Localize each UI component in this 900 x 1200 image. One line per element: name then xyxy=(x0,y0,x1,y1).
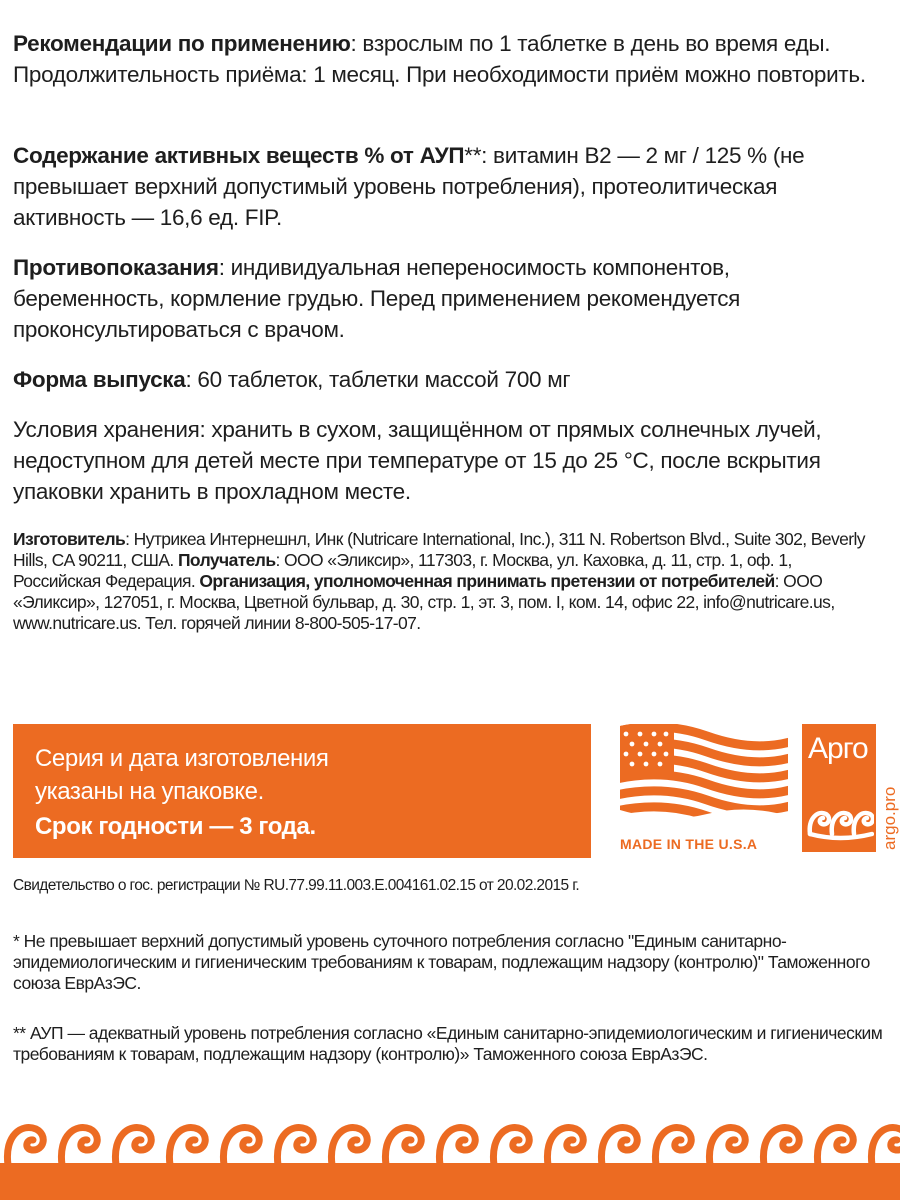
registration-certificate: Свидетельство о гос. регистрации № RU.77.99.11.003.E.004161.02.15 от 20.02.2015 г. xyxy=(13,877,580,894)
release-form-paragraph xyxy=(13,364,883,395)
active-text: **: витамин B2 — 2 мг / 125 % (не превышает верхний допустимый уровень потребления), протеолитическая активность — 16,6 ед. FIP. xyxy=(13,143,805,230)
wave-curl xyxy=(763,1128,799,1166)
active-substances-paragraph xyxy=(13,140,883,233)
storage-paragraph xyxy=(13,414,883,507)
wave-curl xyxy=(439,1128,475,1166)
banner-line-1: Серия и дата изготовления xyxy=(35,745,329,772)
footnote-1: * Не превышает верхний допустимый уровень суточного потребления согласно "Единым санитарно-эпидемиологическим и гигиеническим требованиям к товарам, подлежащим надзору (контролю)" Таможенного союза ЕврАзЭС. xyxy=(13,931,870,993)
storage-text: Условия хранения: хранить в сухом, защищённом от прямых солнечных лучей, недоступном для детей месте при температуре от 15 до 25 °С, после вскрытия упаковки хранить в прохладном месте. xyxy=(13,417,822,504)
form-heading: Форма выпуска xyxy=(13,367,186,392)
wave-border-decoration xyxy=(0,1105,900,1200)
wave-curl xyxy=(115,1128,151,1166)
org-text: : ООО «Эликсир», 127051, г. Москва, Цветной бульвар, д. 30, стр. 1, эт. 3, пом. I, ком. 14, офис 22, info@nutricare.us, www.nutricare.us. Тел. горячей линии 8-800-505-17-07. xyxy=(13,571,835,633)
made-in-usa-label: MADE IN THE U.S.A xyxy=(620,836,758,852)
wave-curl xyxy=(871,1128,900,1166)
argo-site-link[interactable] xyxy=(880,728,900,853)
usage-paragraph xyxy=(13,28,883,90)
footnote-2: ** АУП — адекватный уровень потребления согласно «Единым санитарно-эпидемиологическим и гигиеническим требованиям к товарам, подлежащим надзору (контролю)» Таможенного союза ЕврАзЭС. xyxy=(13,1023,883,1064)
contra-text: : индивидуальная непереносимость компонентов, беременность, кормление грудью. Перед применением рекомендуется проконсультироваться с врачом. xyxy=(13,255,741,342)
org-label: Организация, уполномоченная принимать претензии от потребителей xyxy=(199,571,775,591)
wave-curl xyxy=(493,1128,529,1166)
wave-curl xyxy=(601,1128,637,1166)
wave-curl xyxy=(709,1128,745,1166)
banner-line-2: указаны на упаковке. xyxy=(35,778,264,805)
contraindications-paragraph xyxy=(13,252,883,345)
banner-shelf-life: Срок годности — 3 года. xyxy=(35,813,316,840)
wave-curl xyxy=(547,1128,583,1166)
wave-curl xyxy=(169,1128,205,1166)
wave-curl xyxy=(331,1128,367,1166)
wave-curl xyxy=(61,1128,97,1166)
maker-text: : Нутрикеа Интернешнл, Инк (Nutricare International, Inc.), 311 N. Robertson Blvd., Suite 302, Beverly Hills, CA 90211, США. xyxy=(13,529,865,570)
active-heading: Содержание активных веществ % от АУП xyxy=(13,143,465,168)
shelf-life-banner xyxy=(13,724,591,858)
wave-curl xyxy=(385,1128,421,1166)
usage-text: : взрослым по 1 таблетке в день во время еды. Продолжительность приёма: 1 месяц. При необходимости приём можно повторить. xyxy=(13,31,866,87)
receiver-label: Получатель xyxy=(177,550,276,570)
manufacturer-paragraph xyxy=(13,529,883,634)
wave-curl xyxy=(277,1128,313,1166)
contra-heading: Противопоказания xyxy=(13,255,219,280)
usage-heading: Рекомендации по применению xyxy=(13,31,351,56)
argo-brand-text: Арго xyxy=(808,732,868,765)
wave-curl xyxy=(223,1128,259,1166)
wave-curl xyxy=(817,1128,853,1166)
argo-waves-icon xyxy=(806,790,874,848)
maker-label: Изготовитель xyxy=(13,529,126,549)
receiver-text: : ООО «Эликсир», 117303, г. Москва, ул. Каховка, д. 11, стр. 1, оф. 1, Российская Федерация. xyxy=(13,550,792,591)
argo-site-text: argo.pro xyxy=(880,786,899,850)
wave-curl xyxy=(655,1128,691,1166)
wave-curl xyxy=(7,1128,43,1166)
form-text: : 60 таблеток, таблетки массой 700 мг xyxy=(185,367,571,392)
